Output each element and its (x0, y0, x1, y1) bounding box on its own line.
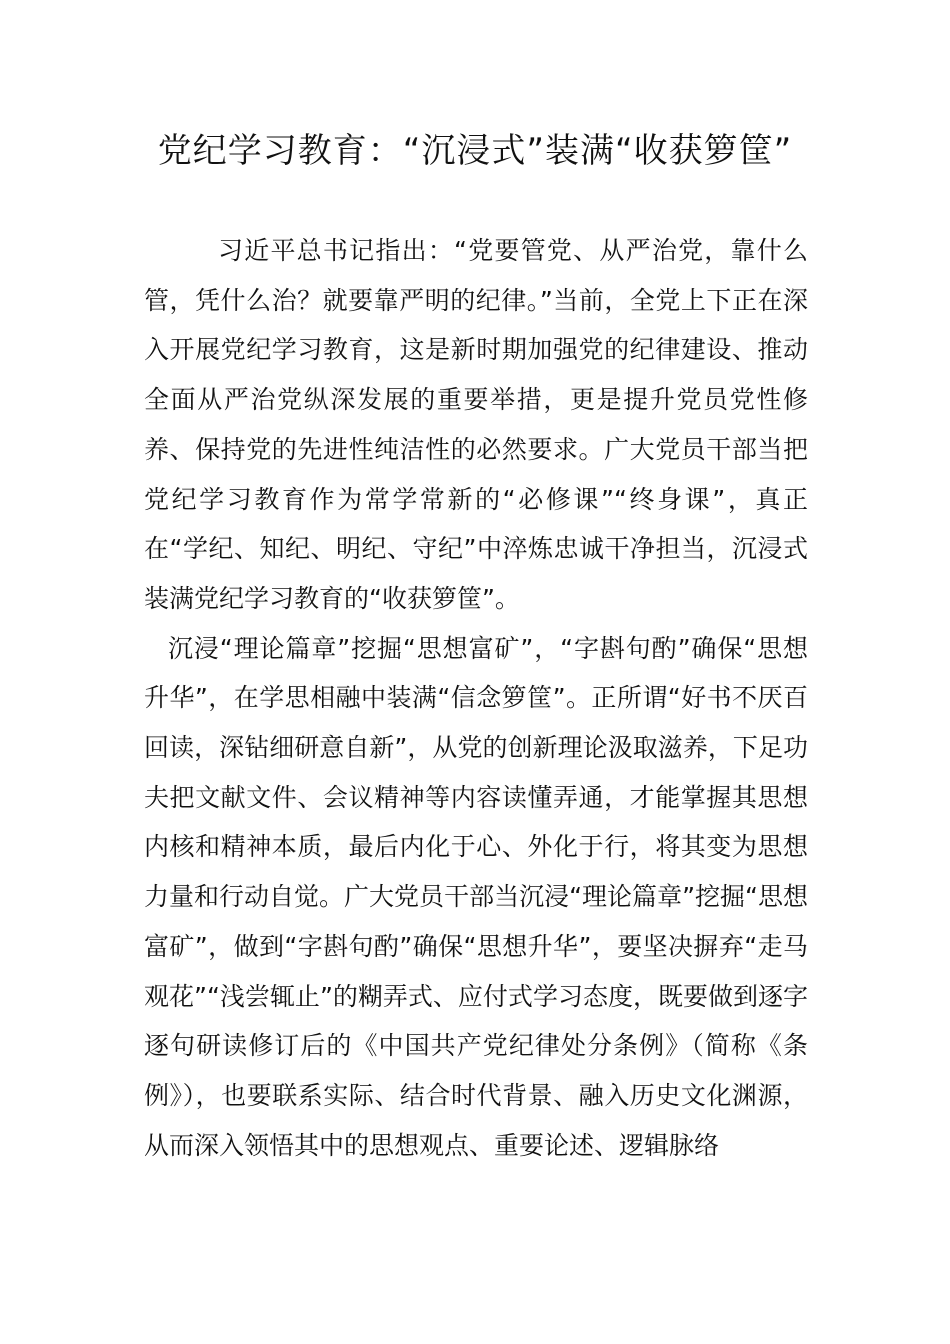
paragraph-theory: 沉浸“理论篇章”挖掘“思想富矿”，“字斟句酌”确保“思想升华”，在学思相融中装满“信念箩筐”。正所谓“好书不厌百回读，深钻细研意自新”，从党的创新理论汲取滋养，下足功夫把文献文件、会议精神等内容读懂弄通，才能掌握其思想内核和精神本质，最后内化于心、外化于行，将其变为思想力量和行动自觉。广大党员干部当沉浸“理论篇章”挖掘“思想富矿”，做到“字斟句酌”确保“思想升华”，要坚决摒弃“走马观花”“浅尝辄止”的糊弄式、应付式学习态度，既要做到逐字逐句研读修订后的《中国共产党纪律处分条例》（简称《条例》），也要联系实际、结合时代背景、融入历史文化渊源，从而深入领悟其中的思想观点、重要论述、逻辑脉络 (144, 633, 808, 1160)
paragraph-intro: 习近平总书记指出：“党要管党、从严治党，靠什么管，凭什么治？就要靠严明的纪律。”当前，全党上下正在深入开展党纪学习教育，这是新时期加强党的纪律建设、推动全面从严治党纵深发展的重要举措，更是提升党员党性修养、保持党的先进性纯洁性的必然要求。广大党员干部当把党纪学习教育作为常学常新的“必修课”“终身课”，真正在“学纪、知纪、明纪、守纪”中淬炼忠诚干净担当，沉浸式装满党纪学习教育的“收获箩筐”。 (144, 236, 808, 613)
document-title: 党纪学习教育：“沉浸式”装满“收获箩筐” (157, 131, 793, 171)
document-body (144, 226, 808, 1170)
